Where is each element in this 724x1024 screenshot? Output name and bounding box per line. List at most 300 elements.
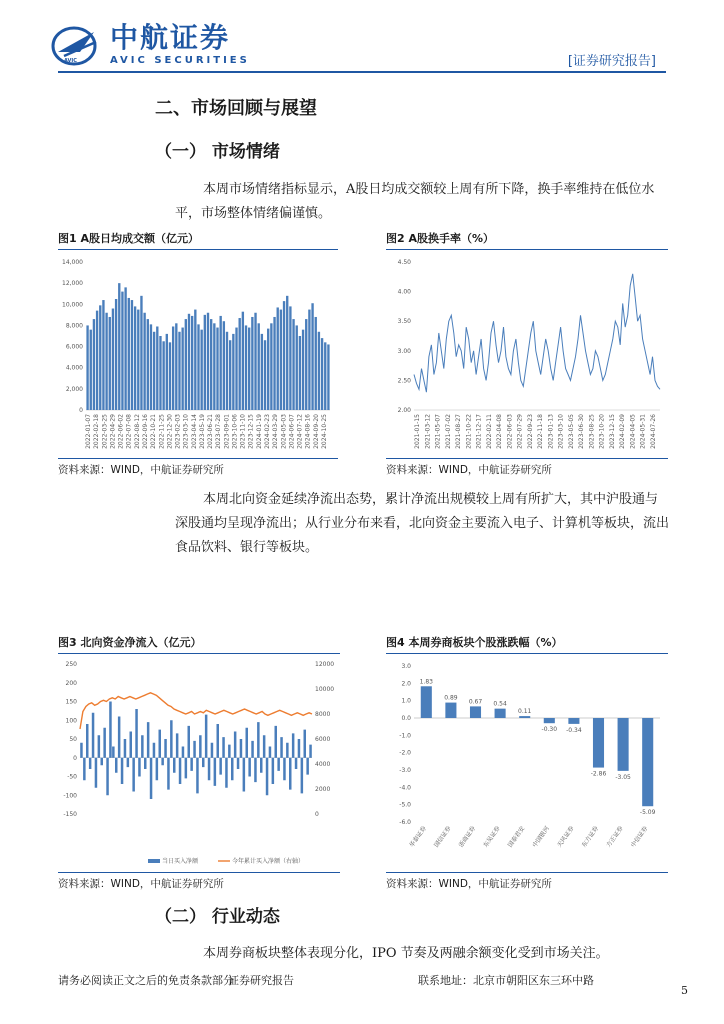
bar [568, 718, 579, 724]
bar [112, 309, 114, 410]
bar [105, 313, 107, 410]
bar [219, 316, 221, 410]
daily-flow-bar [240, 739, 243, 758]
x-tick-label: 2022-02-11 [485, 414, 493, 449]
x-tick-label: 2023-03-10 [557, 414, 565, 449]
subsection-title-industry: （二） 行业动态 [155, 907, 280, 927]
x-tick-label: 2024-10-25 [320, 414, 328, 449]
y-tick-label-right: 6000 [315, 736, 331, 743]
data-label: 1.83 [419, 678, 433, 686]
bar [115, 299, 117, 410]
y-tick-label: 3.00 [397, 347, 411, 355]
bar [318, 332, 320, 410]
bar [286, 296, 288, 410]
daily-flow-bar [248, 758, 251, 777]
legend-label: 当日买入净额 [162, 858, 199, 865]
daily-flow-bar [179, 758, 182, 784]
x-tick-label: 2022-04-08 [496, 414, 504, 449]
y-tick-label-left: 150 [65, 698, 77, 706]
bar [277, 307, 279, 410]
bar [235, 328, 237, 410]
y-tick-label-left: 50 [69, 736, 77, 743]
y-tick-label: -6.0 [399, 819, 411, 826]
x-tick-label: 2022-11-18 [537, 414, 545, 449]
y-tick-label: 0 [79, 407, 83, 414]
daily-flow-bar [124, 739, 127, 758]
daily-flow-bar [237, 758, 240, 769]
bar [153, 332, 155, 410]
section-title: 二、市场回顾与展望 [155, 98, 317, 119]
figure-2-title: 图2 A股换手率（%） [386, 230, 668, 250]
bar [261, 334, 263, 410]
x-tick-label: 2021-12-17 [475, 414, 483, 449]
y-tick-label: 2.0 [401, 680, 411, 688]
daily-flow-bar [292, 733, 295, 757]
bar [134, 306, 136, 410]
bar [258, 323, 260, 410]
x-tick-label: 2023-11-10 [239, 414, 247, 449]
legend-bar-swatch [148, 859, 160, 863]
bar [162, 341, 164, 410]
daily-flow-bar [150, 758, 153, 799]
x-tick-label: 2023-12-15 [247, 414, 255, 449]
bar [242, 312, 244, 410]
bar [544, 718, 555, 723]
daily-flow-bar [101, 758, 104, 766]
bar [213, 323, 215, 410]
data-label: 0.89 [444, 694, 458, 702]
daily-flow-bar [89, 758, 92, 769]
daily-flow-bar [234, 732, 237, 758]
daily-flow-bar [306, 758, 309, 775]
bar [229, 340, 231, 410]
daily-flow-bar [153, 743, 156, 758]
figure-4 [386, 634, 668, 891]
bar [308, 310, 310, 410]
daily-flow-bar [257, 722, 260, 758]
daily-flow-bar [132, 758, 135, 792]
daily-flow-bar [193, 741, 196, 758]
bar [188, 314, 190, 410]
x-tick-label: 华泰证券 [408, 825, 428, 849]
x-tick-label: 2024-08-16 [304, 414, 312, 449]
report-type-tag: [证券研究报告] [567, 54, 656, 69]
figure-3 [58, 634, 340, 891]
x-tick-label: 2024-09-20 [312, 414, 320, 449]
y-tick-label-left: 200 [65, 679, 77, 687]
daily-flow-bar [185, 758, 188, 779]
bar [232, 334, 234, 410]
bar [109, 317, 111, 410]
data-label: 0.67 [468, 698, 483, 706]
bar [172, 326, 174, 410]
bar [305, 319, 307, 410]
bar [150, 324, 152, 410]
bar [210, 319, 212, 410]
bar [178, 332, 180, 410]
paragraph-sentiment: 本周市场情绪指标显示，A股日均成交额较上周有所下降，换手率维持在低位水平，市场整体情绪偏谨慎。 [175, 182, 655, 221]
bar [147, 319, 149, 410]
daily-flow-bar [83, 758, 86, 781]
bar [302, 330, 304, 410]
x-tick-label: 2021-01-15 [414, 414, 422, 449]
svg-text:AVIC: AVIC [64, 58, 77, 64]
x-tick-label: 2023-06-30 [578, 414, 586, 449]
bar [519, 716, 530, 718]
x-tick-label: 2023-05-05 [567, 414, 575, 449]
daily-flow-bar [127, 758, 130, 767]
bar [593, 718, 604, 768]
x-tick-label: 2022-06-03 [506, 414, 514, 449]
y-tick-label-left: 250 [65, 661, 77, 668]
daily-flow-bar [196, 758, 199, 794]
daily-flow-bar [138, 758, 141, 777]
bar [204, 315, 206, 410]
y-tick-label: 1.0 [401, 697, 411, 705]
bar [264, 340, 266, 410]
bar [311, 303, 313, 410]
x-tick-label: 2021-08-27 [455, 414, 463, 449]
data-label: -0.34 [566, 726, 582, 734]
x-tick-label: 2022-02-18 [93, 414, 101, 449]
daily-flow-bar [254, 758, 257, 782]
y-tick-label: 2,000 [65, 385, 83, 393]
bar [239, 318, 241, 410]
bar [200, 330, 202, 410]
x-tick-label: 2022-12-30 [166, 414, 174, 449]
bar [124, 287, 126, 410]
y-tick-label: 3.0 [401, 663, 411, 670]
bar [143, 313, 145, 410]
y-tick-label: 2.50 [397, 377, 411, 385]
footer-disclaimer: 请务必阅读正文之后的免责条款部分 [58, 974, 234, 987]
x-tick-label: 2023-01-13 [547, 414, 555, 449]
x-tick-label: 方正证券 [605, 825, 625, 849]
x-tick-label: 浙商证券 [457, 825, 478, 849]
y-tick-label: 4.00 [397, 288, 411, 296]
bar [280, 310, 282, 410]
subsection-title-sentiment: （一） 市场情绪 [155, 142, 280, 162]
daily-flow-bar [118, 717, 121, 758]
daily-flow-bar [176, 733, 179, 757]
x-tick-label: 中信证券 [629, 825, 650, 849]
y-tick-label: -5.0 [399, 801, 411, 809]
bar [267, 329, 269, 410]
daily-flow-bar [112, 747, 115, 758]
y-tick-label-right: 2000 [315, 786, 331, 793]
chart-broker-returns [386, 654, 668, 872]
figure-4-source: 资料来源：WIND，中航证券研究所 [386, 872, 668, 891]
x-tick-label: 2023-12-15 [608, 414, 616, 449]
daily-flow-bar [95, 758, 98, 788]
daily-flow-bar [225, 758, 228, 788]
y-tick-label: -4.0 [399, 784, 411, 792]
x-tick-label: 2021-10-22 [465, 414, 473, 449]
y-tick-label: 10,000 [62, 301, 83, 309]
daily-flow-bar [309, 745, 312, 758]
x-tick-label: 2024-07-26 [649, 414, 657, 449]
daily-flow-bar [205, 715, 208, 758]
bar [495, 709, 506, 718]
daily-flow-bar [80, 743, 83, 758]
x-tick-label: 2023-05-19 [198, 414, 206, 449]
x-tick-label: 2024-04-05 [629, 414, 637, 449]
daily-flow-bar [246, 728, 249, 758]
x-tick-label: 2023-09-01 [223, 414, 231, 449]
daily-flow-bar [190, 758, 193, 771]
daily-flow-bar [228, 745, 231, 758]
bar [315, 317, 317, 410]
daily-flow-bar [147, 722, 150, 758]
data-label: -5.09 [639, 809, 656, 817]
daily-flow-bar [263, 735, 266, 758]
bar [156, 326, 158, 410]
bar [216, 328, 218, 410]
daily-flow-bar [277, 758, 280, 771]
bar [175, 323, 177, 410]
bar [137, 310, 139, 410]
bar [121, 292, 123, 410]
bar [324, 342, 326, 410]
x-tick-label: 2022-09-16 [142, 414, 149, 449]
x-tick-label: 2023-08-25 [588, 414, 596, 449]
y-tick-label-left: -50 [67, 773, 77, 781]
bar [248, 328, 250, 410]
y-tick-label-right: 0 [315, 811, 319, 818]
daily-flow-bar [202, 758, 205, 767]
daily-flow-bar [86, 724, 89, 758]
daily-flow-bar [167, 758, 170, 790]
data-label: 0.54 [493, 700, 507, 708]
figure-1-source: 资料来源：WIND，中航证券研究所 [58, 458, 338, 477]
y-tick-label-left: -100 [63, 792, 77, 800]
y-tick-label: 14,000 [62, 259, 83, 266]
y-tick-label: 4.50 [397, 259, 411, 266]
x-tick-label: 东方证券 [580, 825, 601, 849]
daily-flow-bar [208, 758, 211, 781]
bar [223, 321, 225, 410]
figure-3-source: 资料来源：WIND，中航证券研究所 [58, 872, 340, 891]
bar [270, 323, 272, 410]
data-label: -3.05 [615, 773, 631, 781]
daily-flow-bar [98, 735, 101, 758]
daily-flow-bar [243, 758, 246, 792]
bar [118, 283, 120, 410]
bar [140, 296, 142, 410]
x-tick-label: 2021-07-02 [444, 414, 452, 449]
bar [102, 300, 104, 410]
data-label: -2.86 [590, 770, 607, 778]
bar [99, 305, 101, 410]
avic-logo-icon [50, 22, 102, 66]
y-tick-label-left: -150 [63, 811, 77, 818]
daily-flow-bar [217, 724, 220, 758]
bar [93, 319, 95, 410]
x-tick-label: 2021-03-12 [424, 414, 432, 449]
x-tick-label: 2023-04-14 [190, 414, 198, 449]
x-tick-label: 2024-03-29 [272, 414, 280, 449]
daily-flow-bar [214, 758, 217, 786]
bar [207, 313, 209, 410]
x-tick-label: 天风证券 [556, 825, 576, 849]
y-tick-label: 12,000 [62, 280, 83, 288]
legend-label: 今年累计买入净额（右轴） [232, 858, 305, 865]
bar [283, 301, 285, 410]
x-tick-label: 2024-02-09 [619, 414, 627, 449]
x-tick-label: 东吴证券 [482, 825, 502, 849]
bar [197, 324, 199, 410]
bar [292, 319, 294, 410]
daily-flow-bar [199, 735, 202, 758]
y-tick-label: 4,000 [65, 364, 83, 372]
figure-4-title: 图4 本周券商板块个股涨跌幅（%） [386, 634, 668, 654]
x-tick-label: 国泰君安 [506, 825, 527, 849]
x-tick-label: 2022-03-25 [101, 414, 109, 449]
x-tick-label: 2022-01-07 [85, 414, 93, 449]
y-tick-label-right: 8000 [315, 711, 331, 718]
x-tick-label: 2022-10-21 [150, 414, 158, 449]
bar [194, 310, 196, 410]
data-label: 0.11 [518, 708, 532, 716]
y-tick-label-right: 12000 [315, 661, 335, 668]
daily-flow-bar [92, 713, 95, 758]
daily-flow-bar [286, 743, 289, 758]
y-tick-label: -1.0 [399, 732, 411, 740]
daily-flow-bar [159, 730, 162, 758]
figure-2-source: 资料来源：WIND，中航证券研究所 [386, 458, 668, 477]
x-tick-label: 2024-02-23 [264, 414, 271, 449]
data-label: -0.30 [541, 726, 558, 734]
daily-flow-bar [109, 702, 112, 758]
daily-flow-bar [269, 747, 272, 758]
daily-flow-bar [272, 758, 275, 784]
footer-report-type: 证券研究报告 [228, 974, 294, 987]
turnover-line [414, 274, 660, 392]
daily-flow-bar [164, 739, 167, 758]
y-tick-label: 3.50 [397, 318, 411, 326]
x-tick-label: 2022-09-23 [526, 414, 534, 449]
y-tick-label-right: 10000 [315, 686, 335, 693]
bar [128, 298, 130, 410]
daily-flow-bar [130, 732, 133, 758]
bar [254, 313, 256, 410]
x-tick-label: 2023-07-28 [215, 414, 223, 449]
x-tick-label: 2023-10-20 [598, 414, 606, 449]
x-tick-label: 中国银河 [531, 825, 551, 849]
bar [166, 334, 168, 410]
x-tick-label: 2021-05-07 [434, 414, 442, 449]
daily-flow-bar [289, 758, 292, 790]
bar [273, 317, 275, 410]
bar [159, 336, 161, 410]
page-number: 5 [681, 984, 688, 997]
daily-flow-bar [283, 758, 286, 781]
daily-flow-bar [211, 743, 214, 758]
y-tick-label: 8,000 [65, 322, 83, 330]
y-tick-label: 0.0 [401, 715, 411, 722]
bar [296, 325, 298, 410]
bar [470, 706, 481, 718]
bar [169, 342, 171, 410]
paragraph-northbound: 本周北向资金延续净流出态势，累计净流出规模较上周有所扩大，其中沪股通与深股通均呈现净流出；从行业分布来看，北向资金主要流入电子、计算机等板块，流出食品饮料、银行等板块。 [175, 492, 670, 555]
daily-flow-bar [115, 758, 118, 773]
bar [131, 300, 133, 410]
figure-1-title: 图1 A股日均成交额（亿元） [58, 230, 338, 250]
x-tick-label: 2024-01-19 [255, 414, 263, 449]
x-tick-label: 2023-02-03 [174, 414, 182, 449]
bar [90, 330, 92, 410]
daily-flow-bar [103, 728, 106, 758]
x-tick-label: 2022-07-08 [125, 414, 133, 449]
daily-flow-bar [188, 726, 191, 758]
x-tick-label: 国信证券 [433, 825, 453, 849]
daily-flow-bar [135, 709, 138, 758]
daily-flow-bar [301, 758, 304, 794]
bar [642, 718, 653, 806]
daily-flow-bar [275, 726, 278, 758]
brand-name-en: AVIC SECURITIES [110, 54, 250, 66]
y-tick-label-left: 100 [65, 717, 77, 725]
x-tick-label: 2022-08-12 [133, 414, 141, 449]
y-tick-label-left: 0 [73, 754, 77, 762]
daily-flow-bar [280, 737, 283, 758]
bar [251, 317, 253, 410]
daily-flow-bar [170, 720, 173, 758]
bar [185, 319, 187, 410]
x-tick-label: 2023-10-06 [231, 414, 239, 449]
bar [181, 328, 183, 410]
bar [321, 338, 323, 410]
bar [327, 344, 329, 410]
daily-flow-bar [298, 739, 301, 758]
page-footer [58, 968, 688, 998]
figure-2 [386, 230, 668, 477]
daily-flow-bar [141, 735, 144, 758]
bar [96, 311, 98, 410]
page-header [0, 0, 724, 80]
bar [86, 325, 88, 410]
brand-name-cn: 中航证券 [110, 20, 231, 54]
daily-flow-bar [182, 747, 185, 758]
daily-flow-bar [121, 758, 124, 784]
footer-address: 联系地址：北京市朝阳区东三环中路 [418, 974, 594, 987]
x-tick-label: 2024-05-31 [639, 414, 647, 449]
x-tick-label: 2024-07-12 [296, 414, 304, 449]
paragraph-industry: 本周券商板块整体表现分化，IPO 节奏及两融余额变化受到市场关注。 [203, 946, 609, 961]
daily-flow-bar [260, 758, 263, 773]
x-tick-label: 2022-04-29 [109, 414, 117, 449]
daily-flow-bar [251, 741, 254, 758]
daily-flow-bar [219, 758, 222, 775]
y-tick-label-right: 4000 [315, 761, 331, 768]
daily-flow-bar [156, 758, 159, 781]
chart-turnover-rate [386, 250, 668, 458]
y-tick-label: 6,000 [65, 343, 83, 351]
brand-logo [50, 22, 250, 66]
cumulative-flow-line [80, 693, 312, 729]
y-tick-label: -2.0 [399, 749, 411, 757]
daily-flow-bar [222, 737, 225, 758]
x-tick-label: 2023-06-21 [207, 414, 215, 449]
x-tick-label: 2024-05-03 [280, 414, 288, 449]
bar [289, 306, 291, 410]
daily-flow-bar [231, 758, 234, 781]
daily-flow-bar [304, 730, 307, 758]
daily-flow-bar [295, 758, 298, 769]
bar [299, 336, 301, 410]
chart-northbound-flow [58, 654, 340, 872]
bar [445, 703, 456, 718]
